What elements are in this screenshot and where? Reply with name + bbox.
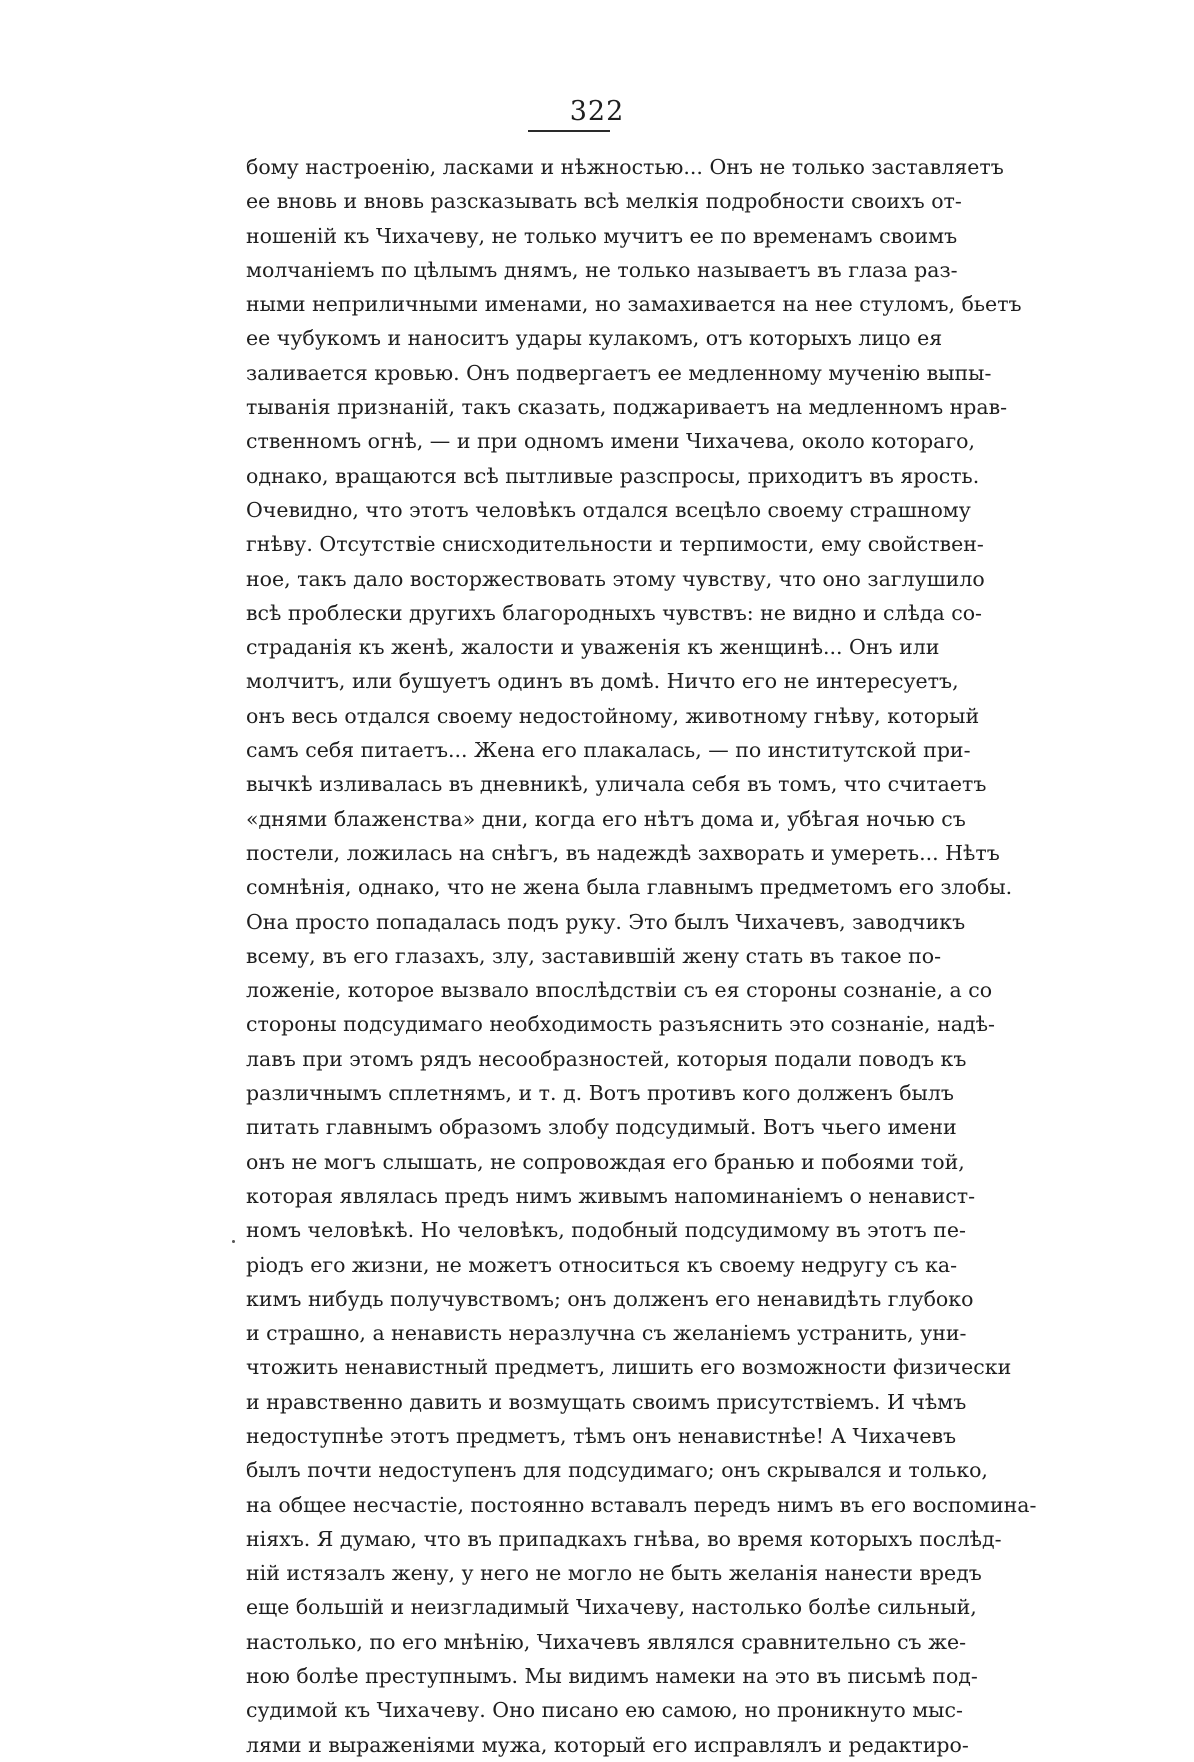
text-line: и страшно, а ненависть неразлучна съ желаніемъ устранить, уни-: [246, 1321, 967, 1346]
text-line: бому настроенію, ласками и нѣжностью... Онъ не только заставляетъ: [246, 155, 1004, 179]
text-line: судимой къ Чихачеву. Оно писано ею самою, но проникнуто мыс-: [246, 1698, 963, 1723]
text-line: однако, вращаются всѣ пытливые разспросы, приходитъ въ ярость.: [246, 463, 980, 488]
text-line: которая являлась предъ нимъ живымъ напоминаніемъ о ненавист-: [246, 1183, 976, 1208]
text-line: Очевидно, что этотъ человѣкъ отдался всецѣло своему страшному: [246, 497, 971, 522]
text-line: самъ себя питаетъ... Жена его плакалась, — по институтской при-: [246, 738, 971, 763]
stray-mark: [232, 1240, 235, 1243]
text-block: [246, 150, 1037, 1762]
text-line: тыванія признаній, такъ сказать, поджариваетъ на медленномъ нрав-: [246, 395, 1008, 420]
text-line: на общее несчастіе, постоянно вставалъ передъ нимъ въ его воспомина-: [246, 1492, 1037, 1517]
text-line: стороны подсудимаго необходимость разъяснить это сознаніе, надѣ-: [246, 1012, 995, 1037]
text-line: лавъ при этомъ рядъ несообразностей, которыя подали поводъ къ: [246, 1046, 967, 1071]
page-number: 322: [569, 96, 625, 127]
text-line: ніяхъ. Я думаю, что въ припадкахъ гнѣва, во время которыхъ послѣд-: [246, 1526, 1002, 1551]
text-line: Она просто попадалась подъ руку. Это былъ Чихачевъ, заводчикъ: [246, 909, 966, 934]
text-line: «днями блаженства» дни, когда его нѣтъ дома и, убѣгая ночью съ: [246, 806, 966, 831]
text-line: заливается кровью. Онъ подвергаетъ ее медленному мученію выпы-: [246, 360, 992, 385]
text-line: всѣ проблески другихъ благородныхъ чувствъ: не видно и слѣда со-: [246, 600, 982, 625]
text-line: ній истязалъ жену, у него не могло не быть желанія нанести вредъ: [246, 1561, 982, 1586]
text-line: ее вновь и вновь разсказывать всѣ мелкія подробности своихъ от-: [246, 189, 962, 214]
text-line: различнымъ сплетнямъ, и т. д. Вотъ противъ кого долженъ былъ: [246, 1081, 954, 1106]
text-line: молчаніемъ по цѣлымъ днямъ, не только называетъ въ глаза раз-: [246, 257, 958, 282]
text-line: настолько, по его мнѣнію, Чихачевъ являлся сравнительно съ же-: [246, 1629, 967, 1654]
text-line: ное, такъ дало восторжествовать этому чувству, что оно заглушило: [246, 566, 985, 591]
text-line: гнѣву. Отсутствіе снисходительности и терпимости, ему свойствен-: [246, 532, 984, 557]
text-line: чтожить ненавистный предметъ, лишить его возможности физически: [246, 1355, 1012, 1380]
text-line: всему, въ его глазахъ, злу, заставившій жену стать въ такое по-: [246, 943, 942, 968]
text-line: номъ человѣкѣ. Но человѣкъ, подобный подсудимому въ этотъ пе-: [246, 1218, 966, 1243]
text-line: лями и выраженіями мужа, который его исправлялъ и редактиро-: [246, 1732, 969, 1757]
page-number-rule: [528, 130, 610, 132]
text-line: и нравственно давить и возмущать своимъ присутствіемъ. И чѣмъ: [246, 1389, 967, 1414]
text-line: недоступнѣе этотъ предметъ, тѣмъ онъ ненавистнѣе! А Чихачевъ: [246, 1423, 957, 1448]
text-line: вычкѣ изливалась въ дневникѣ, уличала себя въ томъ, что считаетъ: [246, 772, 987, 797]
text-line: страданія къ женѣ, жалости и уваженія къ женщинѣ... Онъ или: [246, 635, 940, 660]
text-line: ложеніе, которое вызвало впослѣдствіи съ ея стороны сознаніе, а со: [246, 978, 993, 1003]
text-line: онъ весь отдался своему недостойному, животному гнѣву, который: [246, 703, 980, 728]
text-line: ріодъ его жизни, не можетъ относиться къ своему недругу съ ка-: [246, 1252, 958, 1277]
text-line: сомнѣнія, однако, что не жена была главнымъ предметомъ его злобы.: [246, 875, 1013, 900]
text-line: ною болѣе преступнымъ. Мы видимъ намеки на это въ письмѣ под-: [246, 1664, 978, 1689]
text-line: ственномъ огнѣ, — и при одномъ имени Чихачева, около котораго,: [246, 429, 975, 454]
text-line: ными неприличными именами, но замахивается на нее стуломъ, бьетъ: [246, 292, 1022, 317]
text-line: питать главнымъ образомъ злобу подсудимый. Вотъ чьего имени: [246, 1115, 957, 1140]
text-line: былъ почти недоступенъ для подсудимаго; онъ скрывался и только,: [246, 1458, 988, 1483]
text-line: онъ не могъ слышать, не сопровождая его бранью и побоями той,: [246, 1149, 965, 1174]
text-line: ношеній къ Чихачеву, не только мучитъ ее по временамъ своимъ: [246, 223, 958, 248]
text-line: молчитъ, или бушуетъ одинъ въ домѣ. Ничто его не интересуетъ,: [246, 669, 959, 694]
text-line: постели, ложилась на снѣгъ, въ надеждѣ захворать и умереть... Нѣтъ: [246, 840, 1000, 865]
text-line: кимъ нибудь получувствомъ; онъ долженъ его ненавидѣть глубоко: [246, 1286, 974, 1311]
text-line: ее чубукомъ и наноситъ удары кулакомъ, отъ которыхъ лицо ея: [246, 326, 943, 351]
text-line: еще большій и неизгладимый Чихачеву, настолько болѣе сильный,: [246, 1595, 977, 1620]
